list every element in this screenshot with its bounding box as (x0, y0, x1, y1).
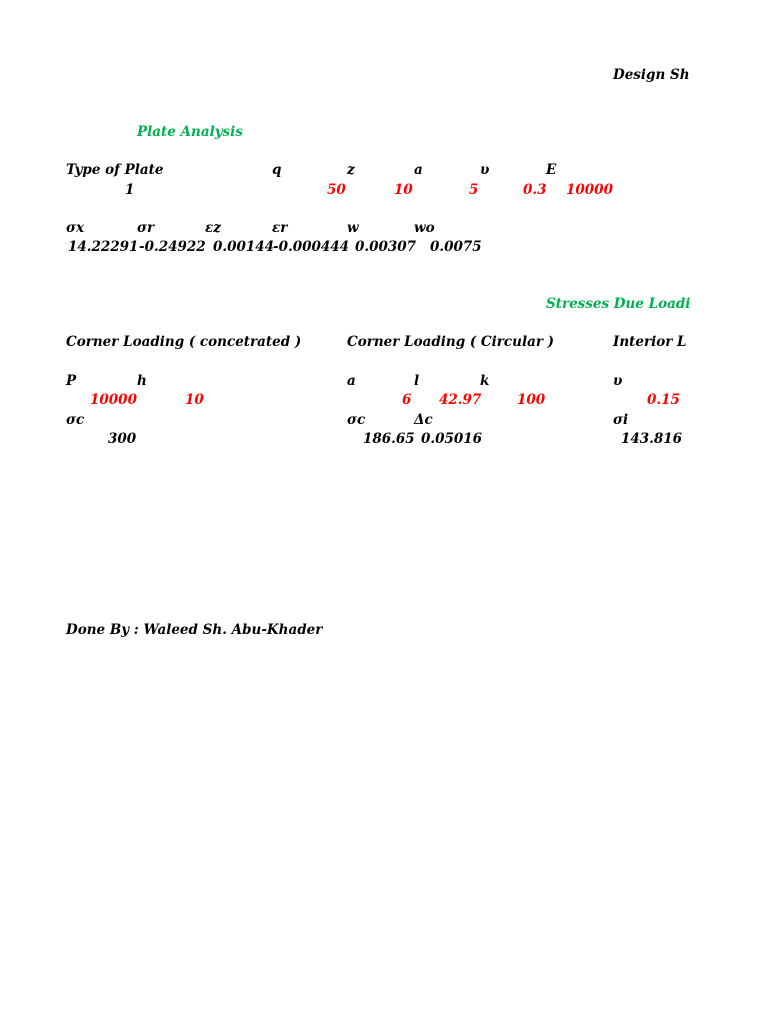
poisson-label: υ (480, 162, 490, 178)
corner-circular-title: Corner Loading ( Circular ) (347, 334, 555, 350)
z-label: z (347, 162, 355, 178)
z-value: 10 (394, 182, 413, 198)
sigma-i-label: σi (613, 412, 629, 428)
wo-value: 0.0075 (430, 239, 482, 255)
w-value: 0.00307 (355, 239, 417, 255)
sigma-x-value: 14.22291 (68, 239, 139, 255)
w-label: w (347, 220, 359, 236)
epsilon-r-label: εr (272, 220, 288, 236)
p-value: 10000 (90, 392, 137, 408)
interior-loading-title: Interior L (613, 334, 687, 350)
corner-sigma-c-label: σc (66, 412, 85, 428)
epsilon-r-value: -0.000444 (273, 239, 350, 255)
k-label: k (480, 373, 490, 389)
sigma-x-label: σx (66, 220, 85, 236)
p-label: P (66, 373, 77, 389)
done-by-credit: Done By : Waleed Sh. Abu-Khader (66, 622, 323, 638)
sigma-i-value: 143.816 (621, 431, 683, 447)
a-label: a (414, 162, 423, 178)
circular-a-label: a (347, 373, 356, 389)
modulus-e-label: E (546, 162, 557, 178)
design-sheet-title: Design Sh (613, 67, 690, 83)
circular-a-value: 6 (402, 392, 412, 408)
corner-concentrated-title: Corner Loading ( concetrated ) (66, 334, 302, 350)
modulus-e-value: 10000 (566, 182, 613, 198)
corner-sigma-c-value: 300 (108, 431, 137, 447)
circular-sigma-c-value: 186.65 (363, 431, 415, 447)
circular-sigma-c-label: σc (347, 412, 366, 428)
h-label: h (137, 373, 147, 389)
sigma-r-value: -0.24922 (139, 239, 206, 255)
l-value: 42.97 (439, 392, 482, 408)
q-value: 50 (327, 182, 346, 198)
plate-analysis-heading: Plate Analysis (137, 124, 243, 140)
wo-label: wo (414, 220, 435, 236)
type-of-plate-label: Type of Plate (66, 162, 164, 178)
h-value: 10 (185, 392, 204, 408)
type-of-plate-value: 1 (125, 182, 135, 198)
delta-c-label: Δc (414, 412, 433, 428)
l-label: l (414, 373, 420, 389)
sigma-r-label: σr (137, 220, 155, 236)
stresses-heading: Stresses Due Loadi (546, 296, 691, 312)
k-value: 100 (517, 392, 546, 408)
q-label: q (272, 162, 282, 178)
epsilon-z-value: 0.00144 (213, 239, 275, 255)
delta-c-value: 0.05016 (421, 431, 483, 447)
interior-poisson-value: 0.15 (647, 392, 680, 408)
a-value: 5 (469, 182, 479, 198)
poisson-value: 0.3 (523, 182, 547, 198)
interior-poisson-label: υ (613, 373, 623, 389)
epsilon-z-label: εz (205, 220, 221, 236)
